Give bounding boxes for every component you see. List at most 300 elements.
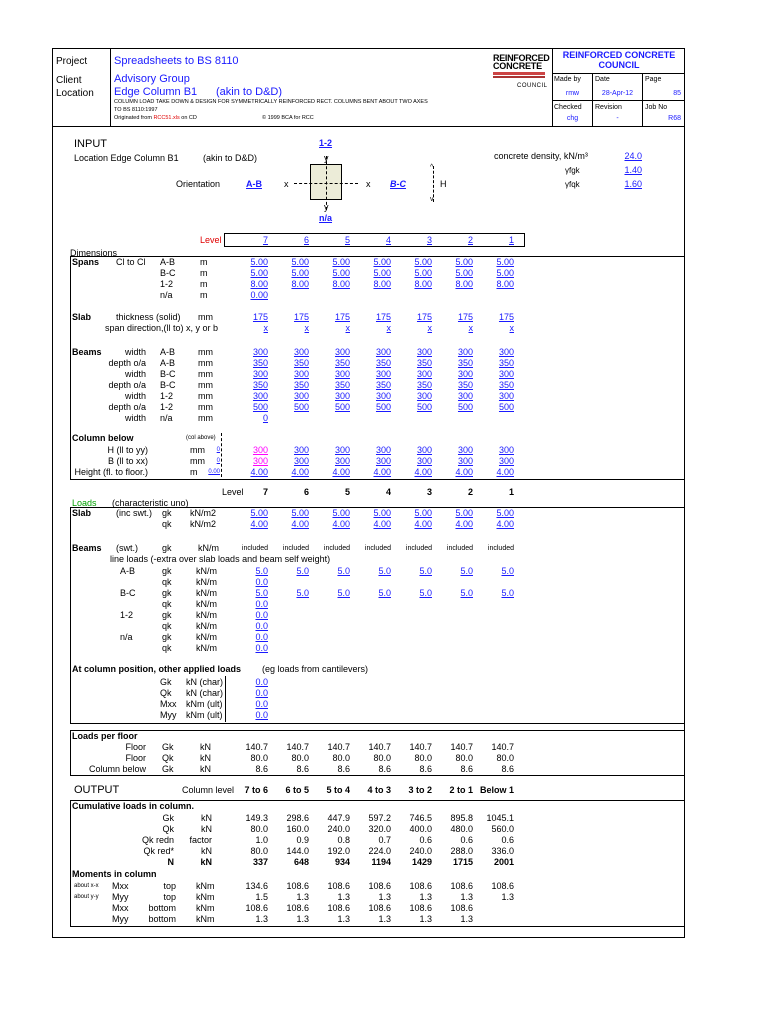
column-value-cell[interactable]: 300 <box>457 456 473 466</box>
line-load-value-cell[interactable]: 0.0 <box>255 610 268 620</box>
beam-value-cell[interactable]: 350 <box>416 358 432 368</box>
beam-value-cell[interactable]: 350 <box>293 358 309 368</box>
beam-swt-included-cell: included <box>405 545 432 552</box>
beam-dir-label: B-C <box>160 369 176 379</box>
applied-load-value[interactable]: 0.0 <box>255 677 268 687</box>
beam-prop-label: width <box>124 413 146 423</box>
slab-span-dir-cell[interactable]: x <box>468 323 473 333</box>
line-load-value-cell[interactable]: 0.0 <box>255 632 268 642</box>
slab-load-value-cell[interactable]: 4.00 <box>414 519 432 529</box>
loads-level-cell: 5 <box>344 487 350 497</box>
beam-value-cell[interactable]: 300 <box>375 391 391 401</box>
column-unit: m <box>190 467 198 477</box>
beam-prop-label: depth o/a <box>108 402 146 412</box>
beam-value-cell[interactable]: 300 <box>293 347 309 357</box>
span-value-cell[interactable]: 8.00 <box>414 279 432 289</box>
slab-thickness-cell[interactable]: 175 <box>416 312 432 322</box>
moment-value-cell: 1.3 <box>419 892 432 902</box>
per-floor-value-cell: 140.7 <box>245 742 268 752</box>
client-value: Advisory Group <box>114 73 190 85</box>
cumulative-label: Gk <box>162 813 174 823</box>
beam-value-cell[interactable]: 300 <box>416 347 432 357</box>
slab-span-dir-cell[interactable]: x <box>345 323 350 333</box>
line-load-unit: kN/m <box>196 610 217 620</box>
column-value-cell[interactable]: 300 <box>334 445 350 455</box>
beam-swt-included-cell: included <box>241 545 268 552</box>
location-note: (akin to D&D) <box>216 86 283 98</box>
column-value-cell[interactable]: 4.00 <box>250 467 268 477</box>
level-cell[interactable]: 4 <box>385 235 391 245</box>
per-floor-value-cell: 8.6 <box>378 764 391 774</box>
line-load-value-cell[interactable]: 5.0 <box>255 588 268 598</box>
checked-label: Checked <box>554 104 582 111</box>
cumulative-value-cell: 0.6 <box>460 835 473 845</box>
line-load-label: qk <box>162 599 172 609</box>
level-cell[interactable]: 2 <box>467 235 473 245</box>
beam-value-cell[interactable]: 300 <box>252 347 268 357</box>
orientation-label: Orientation <box>176 179 221 189</box>
line-load-value-cell[interactable]: 5.0 <box>460 588 473 598</box>
column-value-cell[interactable]: 300 <box>498 456 514 466</box>
span-value-cell[interactable]: 5.00 <box>373 257 391 267</box>
applied-load-value[interactable]: 0.0 <box>255 710 268 720</box>
output-level: Below 1 <box>479 785 514 795</box>
beam-unit: mm <box>198 391 213 401</box>
per-floor-name: Floor <box>125 753 146 763</box>
moment-value-cell: 1.3 <box>255 914 268 924</box>
gamma-fqk-value[interactable]: 1.60 <box>624 179 642 189</box>
slab-load-value-cell[interactable]: 5.00 <box>332 508 350 518</box>
cumulative-value-cell: 0.9 <box>296 835 309 845</box>
line-load-value-cell[interactable]: 5.0 <box>501 566 514 576</box>
column-value-cell[interactable]: 300 <box>457 445 473 455</box>
slab-thickness-cell[interactable]: 175 <box>334 312 350 322</box>
slab-thickness-unit: mm <box>198 312 213 322</box>
beam-value-cell[interactable]: 500 <box>293 402 309 412</box>
moment-value-cell: 108.6 <box>327 881 350 891</box>
beam-value-cell[interactable]: 300 <box>252 391 268 401</box>
slab-thickness-cell[interactable]: 175 <box>498 312 514 322</box>
slab-load-value-cell[interactable]: 4.00 <box>291 519 309 529</box>
output-level: 2 to 1 <box>449 785 473 795</box>
beam-unit: mm <box>198 358 213 368</box>
column-value-cell[interactable]: 300 <box>416 445 432 455</box>
beam-value-cell[interactable]: 300 <box>457 347 473 357</box>
span-value-cell[interactable]: 5.00 <box>414 268 432 278</box>
beam-dir-label: A-B <box>160 347 176 357</box>
slab-load-value-cell[interactable]: 5.00 <box>373 508 391 518</box>
col-above-value[interactable]: 0.00 <box>208 469 220 475</box>
beam-value-cell[interactable]: 350 <box>375 380 391 390</box>
revision-label: Revision <box>595 104 622 111</box>
beam-value-cell[interactable]: 300 <box>498 391 514 401</box>
moment-value-cell: 1.3 <box>460 892 473 902</box>
col-above-value[interactable]: 0 <box>216 458 220 464</box>
slab-title: Slab <box>72 312 92 322</box>
output-level: 6 to 5 <box>285 785 309 795</box>
beam-value-cell[interactable]: 300 <box>498 347 514 357</box>
span-value-cell[interactable]: 5.00 <box>496 268 514 278</box>
slab-loads-note: (inc swt.) <box>116 508 152 518</box>
column-value-cell[interactable]: 300 <box>293 445 309 455</box>
line-load-dir: A-B <box>120 566 136 576</box>
column-value-cell[interactable]: 300 <box>334 456 350 466</box>
span-value-cell[interactable]: 5.00 <box>250 268 268 278</box>
beam-dir-label: n/a <box>160 413 173 423</box>
column-prop-label: Height (fl. to floor.) <box>74 467 148 477</box>
output-level: 7 to 6 <box>244 785 268 795</box>
column-value-cell[interactable]: 4.00 <box>373 467 391 477</box>
beam-value-cell[interactable]: 300 <box>457 391 473 401</box>
column-value-cell[interactable]: 300 <box>375 456 391 466</box>
beam-swt-included-cell: included <box>323 545 350 552</box>
line-load-value-cell[interactable]: 5.0 <box>460 566 473 576</box>
line-load-value-cell[interactable]: 5.0 <box>337 588 350 598</box>
beam-value-cell[interactable]: 300 <box>457 369 473 379</box>
beam-value-cell[interactable]: 300 <box>293 391 309 401</box>
column-value-cell[interactable]: 300 <box>252 445 268 455</box>
location-value: Edge Column B1 <box>114 86 198 98</box>
moment-value-cell: 1.3 <box>378 914 391 924</box>
cumulative-unit: factor <box>189 835 212 845</box>
line-load-label: qk <box>162 643 172 653</box>
beam-value-cell[interactable]: 350 <box>375 358 391 368</box>
beam-swt-included-cell: included <box>487 545 514 552</box>
beam-unit: mm <box>198 347 213 357</box>
moment-value-cell: 108.6 <box>491 881 514 891</box>
per-floor-value-cell: 80.0 <box>250 753 268 763</box>
span-dir-label: B-C <box>160 268 176 278</box>
slab-span-dir-cell[interactable]: x <box>386 323 391 333</box>
line-load-value-cell[interactable]: 5.0 <box>419 588 432 598</box>
line-load-value-cell[interactable]: 5.0 <box>378 566 391 576</box>
line-load-label: qk <box>162 621 172 631</box>
beam-value-cell[interactable]: 300 <box>375 347 391 357</box>
loads-level-cell: 3 <box>426 487 432 497</box>
beam-value-cell[interactable]: 300 <box>498 369 514 379</box>
cumulative-value-cell: 1045.1 <box>486 813 514 823</box>
slab-thickness-cell[interactable]: 175 <box>375 312 391 322</box>
page-value: 85 <box>673 90 681 97</box>
span-dir-label: n/a <box>160 290 173 300</box>
dimensions-title: Dimensions <box>70 248 118 258</box>
loads-title: Loads <box>72 498 97 508</box>
beam-value-cell[interactable]: 350 <box>457 380 473 390</box>
column-value-cell[interactable]: 300 <box>416 456 432 466</box>
dir-bottom[interactable]: n/a <box>319 213 333 223</box>
per-floor-label: Qk <box>162 753 174 763</box>
slab-thickness-cell[interactable]: 175 <box>293 312 309 322</box>
line-load-value-cell[interactable]: 5.0 <box>378 588 391 598</box>
column-value-cell[interactable]: 4.00 <box>291 467 309 477</box>
per-floor-value-cell: 140.7 <box>450 742 473 752</box>
dir-top[interactable]: 1-2 <box>319 138 333 148</box>
moment-unit: kNm <box>196 892 215 902</box>
cumulative-unit: kN <box>201 846 212 856</box>
moment-value-cell: 108.6 <box>368 881 391 891</box>
moment-value-cell: 1.3 <box>296 914 309 924</box>
cumulative-value-cell: 160.0 <box>286 824 309 834</box>
cumulative-label: Qk <box>162 824 174 834</box>
loads-level-cell: 4 <box>385 487 391 497</box>
beam-value-cell[interactable]: 500 <box>457 402 473 412</box>
slab-span-dir-cell[interactable]: x <box>509 323 514 333</box>
beam-value-cell[interactable]: 500 <box>375 402 391 412</box>
output-level: 4 to 3 <box>367 785 391 795</box>
beam-value-cell[interactable]: 300 <box>334 347 350 357</box>
beam-value-cell[interactable]: 300 <box>252 369 268 379</box>
per-floor-value-cell: 8.6 <box>460 764 473 774</box>
cumulative-value-cell: 1429 <box>411 857 432 867</box>
beam-value-cell[interactable]: 300 <box>334 391 350 401</box>
moment-unit: kNm <box>196 914 215 924</box>
date-label: Date <box>595 76 610 83</box>
line-load-value-cell[interactable]: 0.0 <box>255 599 268 609</box>
line-load-label: gk <box>162 588 172 598</box>
moment-value-cell: 134.6 <box>245 881 268 891</box>
line-load-value-cell[interactable]: 0.0 <box>255 577 268 587</box>
line-load-value-cell[interactable]: 5.0 <box>296 566 309 576</box>
beams-title: Beams <box>72 347 102 357</box>
beam-swt-included-cell: included <box>446 545 473 552</box>
level-cell[interactable]: 1 <box>508 235 514 245</box>
line-load-value-cell[interactable]: 5.0 <box>255 566 268 576</box>
per-floor-value-cell: 80.0 <box>291 753 309 763</box>
span-value-cell[interactable]: 5.00 <box>414 257 432 267</box>
output-level: 3 to 2 <box>408 785 432 795</box>
dir-right[interactable]: B-C <box>390 179 406 189</box>
location-label: Location <box>56 88 94 99</box>
line-load-value-cell[interactable]: 5.0 <box>337 566 350 576</box>
beam-value-cell[interactable]: 0 <box>262 413 268 423</box>
beam-value-cell[interactable]: 350 <box>334 358 350 368</box>
moment-value-cell: 108.6 <box>368 903 391 913</box>
slab-load-label: gk <box>162 508 172 518</box>
slab-span-dir-cell[interactable]: x <box>304 323 309 333</box>
span-value-cell[interactable]: 8.00 <box>250 279 268 289</box>
cumulative-value-cell: 0.6 <box>501 835 514 845</box>
column-unit: mm <box>190 445 205 455</box>
per-floor-value-cell: 80.0 <box>496 753 514 763</box>
output-heading: OUTPUT <box>74 784 120 796</box>
applied-load-label: Myy <box>160 710 177 720</box>
beam-swt-included-cell: included <box>282 545 309 552</box>
column-value-cell[interactable]: 300 <box>252 456 268 466</box>
cumulative-value-cell: 240.0 <box>409 846 432 856</box>
span-value-cell[interactable]: 5.00 <box>291 257 309 267</box>
span-value-cell[interactable]: 5.00 <box>455 268 473 278</box>
input-location-note: (akin to D&D) <box>203 153 258 163</box>
line-loads-note: line loads (-extra over slab loads and beam self weight) <box>110 554 331 564</box>
slab-load-value-cell[interactable]: 4.00 <box>373 519 391 529</box>
line-load-value-cell[interactable]: 5.0 <box>296 588 309 598</box>
line-load-unit: kN/m <box>196 632 217 642</box>
beam-value-cell[interactable]: 300 <box>375 369 391 379</box>
page-label: Page <box>645 76 662 83</box>
dir-left[interactable]: A-B <box>246 179 262 189</box>
line-load-label: gk <box>162 610 172 620</box>
span-unit: m <box>200 268 208 278</box>
applied-load-value[interactable]: 0.0 <box>255 688 268 698</box>
line-load-label: gk <box>162 566 172 576</box>
per-floor-value-cell: 8.6 <box>296 764 309 774</box>
moment-value-cell: 108.6 <box>450 881 473 891</box>
span-unit: m <box>200 290 208 300</box>
per-floor-value-cell: 140.7 <box>409 742 432 752</box>
span-value-cell[interactable]: 8.00 <box>373 279 391 289</box>
per-floor-value-cell: 8.6 <box>337 764 350 774</box>
checked-value: chg <box>566 115 579 122</box>
line-load-value-cell[interactable]: 0.0 <box>255 643 268 653</box>
span-value-cell[interactable]: 5.00 <box>291 268 309 278</box>
beams-loads-title: Beams <box>72 543 102 553</box>
moment-value-cell: 1.3 <box>337 892 350 902</box>
level-cell[interactable]: 6 <box>303 235 309 245</box>
line-load-value-cell[interactable]: 5.0 <box>419 566 432 576</box>
beam-value-cell[interactable]: 500 <box>252 402 268 412</box>
col-above-value[interactable]: 0 <box>216 447 220 453</box>
cumulative-label: Qk red* <box>143 846 174 856</box>
beam-value-cell[interactable]: 300 <box>293 369 309 379</box>
moment-value-cell: 1.3 <box>419 914 432 924</box>
column-value-cell[interactable]: 300 <box>375 445 391 455</box>
beam-value-cell[interactable]: 350 <box>498 358 514 368</box>
cumulative-value-cell: 560.0 <box>491 824 514 834</box>
applied-load-value[interactable]: 0.0 <box>255 699 268 709</box>
moment-value-cell: 1.5 <box>255 892 268 902</box>
span-value-cell[interactable]: 8.00 <box>291 279 309 289</box>
cumulative-value-cell: 934 <box>334 857 350 867</box>
beam-value-cell[interactable]: 300 <box>334 369 350 379</box>
beams-swt: (swt.) <box>116 543 138 553</box>
line-load-value-cell[interactable]: 0.0 <box>255 621 268 631</box>
beam-unit: mm <box>198 369 213 379</box>
beam-value-cell[interactable]: 350 <box>252 358 268 368</box>
span-value-cell[interactable]: 8.00 <box>455 279 473 289</box>
beam-prop-label: width <box>124 347 146 357</box>
level-cell[interactable]: 3 <box>426 235 432 245</box>
project-value: Spreadsheets to BS 8110 <box>114 55 239 67</box>
beam-value-cell[interactable]: 300 <box>416 369 432 379</box>
cumulative-value-cell: 288.0 <box>450 846 473 856</box>
gamma-fqk-label: γfqk <box>565 180 580 189</box>
slab-load-value-cell[interactable]: 5.00 <box>455 508 473 518</box>
beam-prop-label: depth o/a <box>108 380 146 390</box>
span-value-cell[interactable]: 5.00 <box>373 268 391 278</box>
cumulative-value-cell: 336.0 <box>491 846 514 856</box>
level-cell[interactable]: 7 <box>262 235 268 245</box>
line-load-value-cell[interactable]: 5.0 <box>501 588 514 598</box>
column-value-cell[interactable]: 300 <box>498 445 514 455</box>
council-title-line1: REINFORCED CONCRETE <box>562 50 676 60</box>
column-value-cell[interactable]: 4.00 <box>332 467 350 477</box>
beam-value-cell[interactable]: 350 <box>498 380 514 390</box>
beam-value-cell[interactable]: 500 <box>416 402 432 412</box>
per-floor-value-cell: 8.6 <box>501 764 514 774</box>
slab-thickness-cell[interactable]: 175 <box>457 312 473 322</box>
slab-loads-title: Slab <box>72 508 92 518</box>
applied-load-unit: kN (char) <box>186 688 224 698</box>
span-value-cell[interactable]: 8.00 <box>332 279 350 289</box>
cumulative-value-cell: 0.7 <box>378 835 391 845</box>
span-value-cell[interactable]: 8.00 <box>496 279 514 289</box>
span-value-cell[interactable]: 5.00 <box>332 257 350 267</box>
span-value-cell[interactable]: 0.00 <box>250 290 268 300</box>
applied-load-label: Qk <box>160 688 172 698</box>
column-value-cell[interactable]: 4.00 <box>496 467 514 477</box>
moment-value-cell: 1.3 <box>501 892 514 902</box>
moment-position: top <box>163 892 176 902</box>
beam-value-cell[interactable]: 300 <box>416 391 432 401</box>
moment-position: bottom <box>148 914 176 924</box>
slab-span-dir-cell[interactable]: x <box>427 323 432 333</box>
span-value-cell[interactable]: 5.00 <box>250 257 268 267</box>
slab-load-value-cell[interactable]: 5.00 <box>496 508 514 518</box>
slab-load-value-cell[interactable]: 4.00 <box>455 519 473 529</box>
beam-value-cell[interactable]: 350 <box>416 380 432 390</box>
slab-load-value-cell[interactable]: 5.00 <box>250 508 268 518</box>
column-value-cell[interactable]: 300 <box>293 456 309 466</box>
column-value-cell[interactable]: 4.00 <box>414 467 432 477</box>
beam-value-cell[interactable]: 350 <box>457 358 473 368</box>
per-floor-value-cell: 8.6 <box>255 764 268 774</box>
cumulative-value-cell: 80.0 <box>250 824 268 834</box>
moment-value-cell: 108.6 <box>409 903 432 913</box>
beam-value-cell[interactable]: 500 <box>498 402 514 412</box>
applied-loads-note: (eg loads from cantilevers) <box>262 664 369 674</box>
span-value-cell[interactable]: 5.00 <box>332 268 350 278</box>
line-load-unit: kN/m <box>196 588 217 598</box>
span-value-cell[interactable]: 5.00 <box>496 257 514 267</box>
beam-value-cell[interactable]: 350 <box>334 380 350 390</box>
cumulative-value-cell: 648 <box>293 857 309 867</box>
cumulative-unit: kN <box>201 813 212 823</box>
slab-span-dir-cell[interactable]: x <box>263 323 268 333</box>
density-value[interactable]: 24.0 <box>624 151 642 161</box>
cumulative-value-cell: 337 <box>252 857 268 867</box>
beam-dir-label: A-B <box>160 358 176 368</box>
applied-load-unit: kNm (ult) <box>186 699 223 709</box>
beam-prop-label: depth o/a <box>108 358 146 368</box>
beam-value-cell[interactable]: 350 <box>252 380 268 390</box>
slab-thickness-cell[interactable]: 175 <box>252 312 268 322</box>
moment-unit: kNm <box>196 903 215 913</box>
moment-value-cell: 108.6 <box>245 903 268 913</box>
gamma-fgk-value[interactable]: 1.40 <box>624 165 642 175</box>
cumulative-value-cell: 320.0 <box>368 824 391 834</box>
slab-load-value-cell[interactable]: 4.00 <box>496 519 514 529</box>
applied-load-label: Mxx <box>160 699 177 709</box>
input-location: Location Edge Column B1 <box>74 153 179 163</box>
beam-value-cell[interactable]: 350 <box>293 380 309 390</box>
cumulative-value-cell: 0.8 <box>337 835 350 845</box>
h-label: H <box>440 179 447 189</box>
slab-load-value-cell[interactable]: 4.00 <box>250 519 268 529</box>
moment-unit: kNm <box>196 881 215 891</box>
column-value-cell[interactable]: 4.00 <box>455 467 473 477</box>
slab-load-value-cell[interactable]: 5.00 <box>291 508 309 518</box>
column-title: Column below <box>72 433 134 443</box>
beam-value-cell[interactable]: 500 <box>334 402 350 412</box>
span-value-cell[interactable]: 5.00 <box>455 257 473 267</box>
beam-dir-label: 1-2 <box>160 391 174 401</box>
moment-value-cell: 108.6 <box>409 881 432 891</box>
project-label: Project <box>56 56 88 67</box>
slab-load-value-cell[interactable]: 5.00 <box>414 508 432 518</box>
loads-level-label: Level <box>222 487 244 497</box>
level-cell[interactable]: 5 <box>344 235 350 245</box>
slab-load-value-cell[interactable]: 4.00 <box>332 519 350 529</box>
